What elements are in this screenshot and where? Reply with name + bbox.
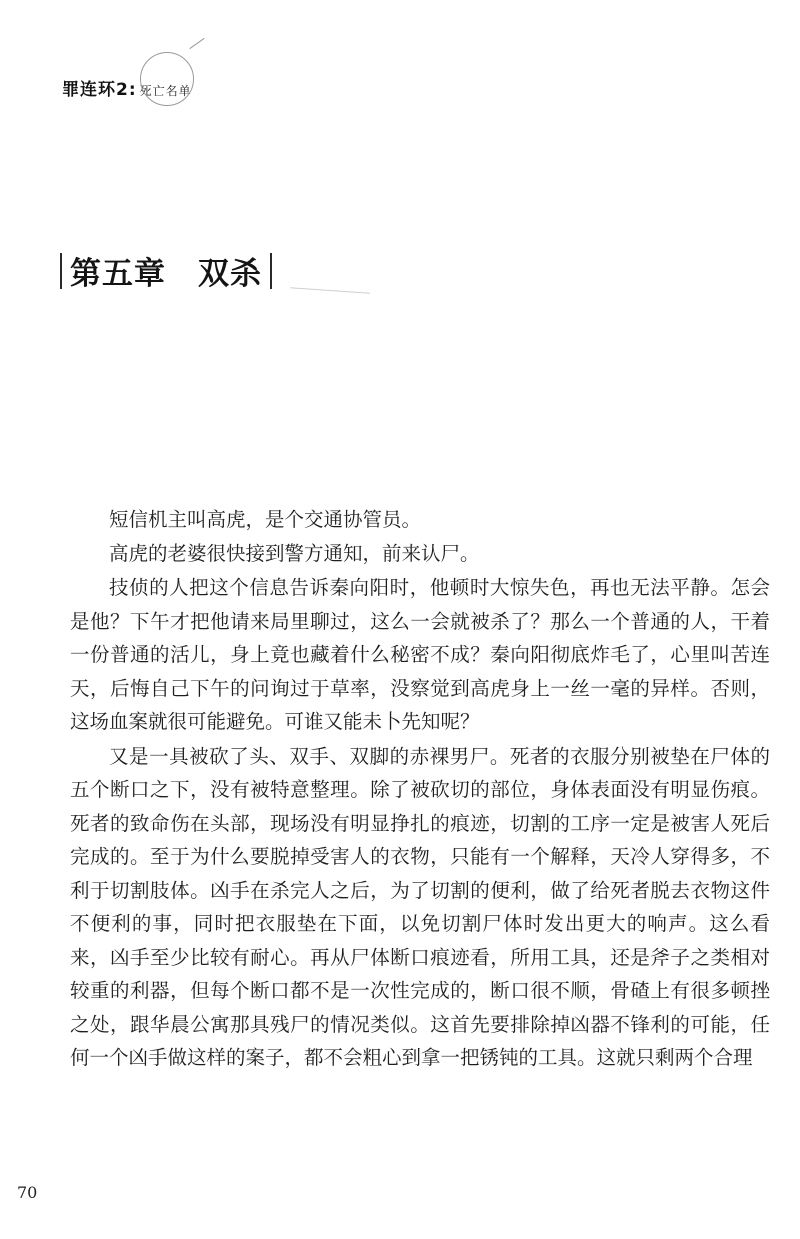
body-text [70, 503, 770, 1075]
decorative-faint-line [290, 287, 370, 294]
chapter-heading [60, 248, 272, 293]
paragraph: 又是一具被砍了头、双手、双脚的赤裸男尸。死者的衣服分别被垫在尸体的五个断口之下，没有被特意整理。除了被砍切的部位，身体表面没有明显伤痕。死者的致命伤在头部，现场没有明显挣扎的痕迹，切割的工序一定是被害人死后完成的。至于为什么要脱掉受害人的衣物，只能有一个解释，天冷人穿得多，不利于切割肢体。凶手在杀完人之后，为了切割的便利，做了给死者脱去衣物这件不便利的事，同时把衣服垫在下面，以免切割尸体时发出更大的响声。这么看来，凶手至少比较有耐心。再从尸体断口痕迹看，所用工具，还是斧子之类相对较重的利器，但每个断口都不是一次性完成的，断口很不顺，骨碴上有很多顿挫之处，跟华晨公寓那具残尸的情况类似。这首先要排除掉凶器不锋利的可能，任何一个凶手做这样的案子，都不会粗心到拿一把锈钝的工具。这就只剩两个合理 [70, 744, 770, 1070]
running-header [62, 60, 192, 100]
paragraph: 高虎的老婆很快接到警方通知，前来认尸。 [109, 542, 480, 566]
paragraph: 短信机主叫高虎，是个交通协管员。 [109, 508, 422, 531]
chapter-right-bar [270, 253, 272, 289]
series-title: 罪连环2: [62, 80, 137, 100]
book-subtitle: 死亡名单 [139, 84, 192, 98]
chapter-title: 第五章 双杀 [70, 256, 262, 292]
page-number: 70 [17, 1183, 38, 1202]
paragraph: 技侦的人把这个信息告诉秦向阳时，他顿时大惊失色，再也无法平静。怎会是他？下午才把他请来局里聊过，这么一会就被杀了？那么一个普通的人，干着一份普通的活儿，身上竟也藏着什么秘密不成？秦向阳彻底炸毛了，心里叫苦连天，后悔自己下午的问询过于草率，没察觉到高虎身上一丝一毫的异样。否则，这场血案就很可能避免。可谁又能未卜先知呢？ [70, 576, 770, 734]
